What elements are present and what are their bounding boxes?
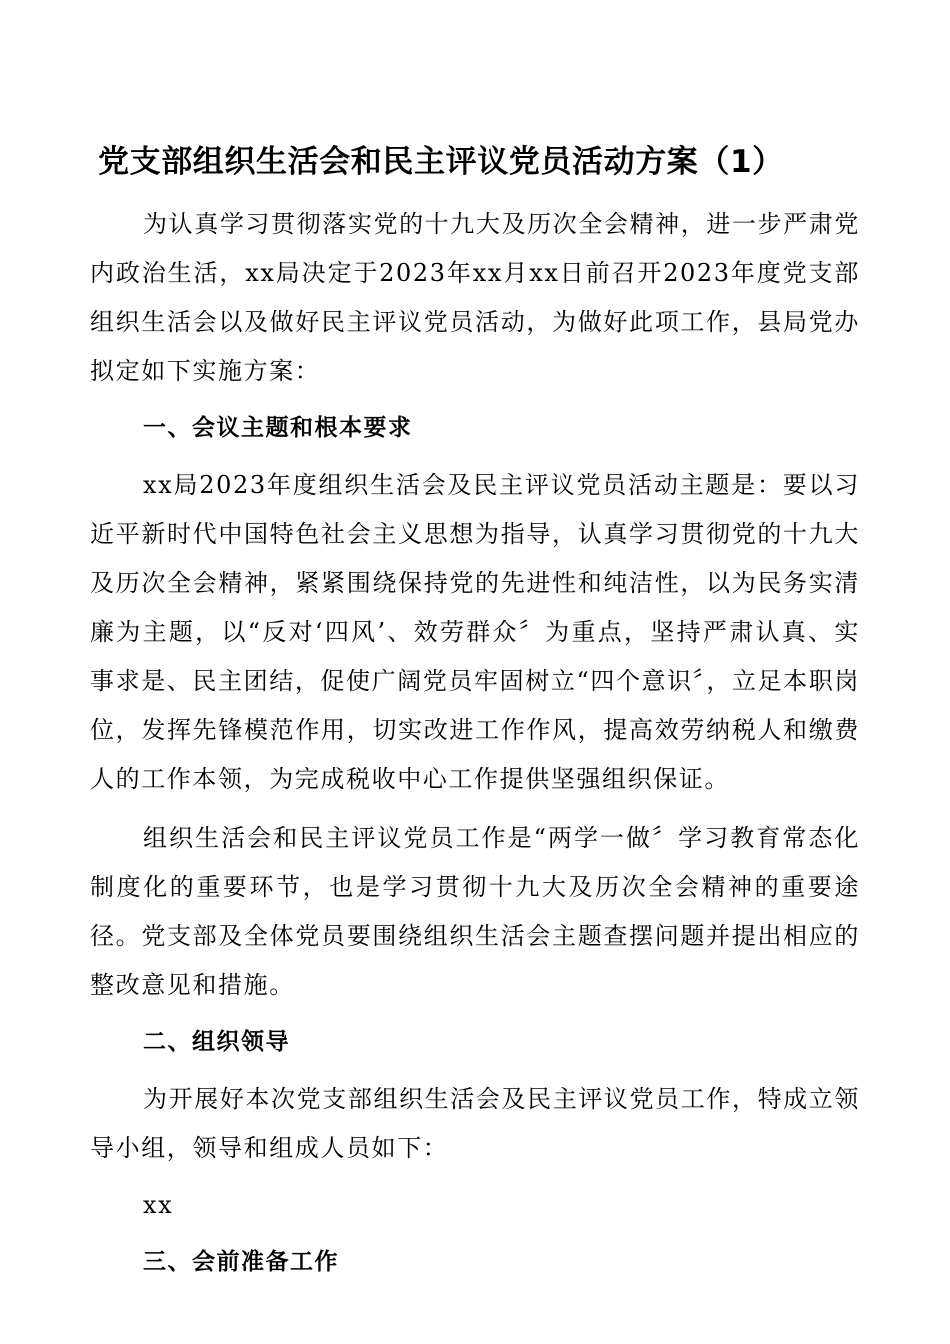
section-3 [90,1238,860,1287]
spacer [90,1173,860,1181]
section-heading: 二、组织领导 [143,1029,290,1055]
spacer [90,1067,860,1075]
body-paragraph: xx [143,1191,174,1219]
section-2 [90,1018,860,1230]
section-heading: 三、会前准备工作 [143,1249,339,1275]
section-1 [90,404,860,1010]
document-title: 党支部组织生活会和民主评议党员活动方案（1） [98,144,784,180]
body-paragraph: 组织生活会和民主评议党员工作是“两学一做〞学习教育常态化制度化的重要环节，也是学习贯彻十九大及历次全会精神的重要途径。党支部及全体党员要围绕组织生活会主题查摆问题并提出相应的整改意见和措施。 [90,824,860,999]
intro-paragraph: 为认真学习贯彻落实党的十九大及历次全会精神，进一步严肃党内政治生活，xx局决定于2023年xx月xx日前召开2023年度党支部组织生活会以及做好民主评议党员活动，为做好此项工作，县局党办拟定如下实施方案： [90,210,860,385]
spacer [90,396,860,404]
body-paragraph: 为开展好本次党支部组织生活会及民主评议党员工作，特成立领导小组，领导和组成人员如下： [90,1085,860,1162]
document-page [90,140,860,1287]
spacer [90,453,860,461]
spacer [90,1010,860,1018]
section-heading: 一、会议主题和根本要求 [143,415,413,441]
spacer [90,184,860,200]
body-paragraph: xx局2023年度组织生活会及民主评议党员活动主题是：要以习近平新时代中国特色社会主义思想为指导，认真学习贯彻党的十九大及历次全会精神，紧紧围绕保持党的先进性和纯洁性，以为民务实清廉为主题，以“反对‘四风’、效劳群众〞为重点，坚持严肃认真、实事求是、民主团结，促使广阔党员牢固树立“四个意识〞，立足本职岗位，发挥先锋模范作用，切实改进工作作风，提高效劳纳税人和缴费人的工作本领，为完成税收中心工作提供坚强组织保证。 [90,471,860,793]
spacer [90,1230,860,1238]
spacer [90,804,860,814]
